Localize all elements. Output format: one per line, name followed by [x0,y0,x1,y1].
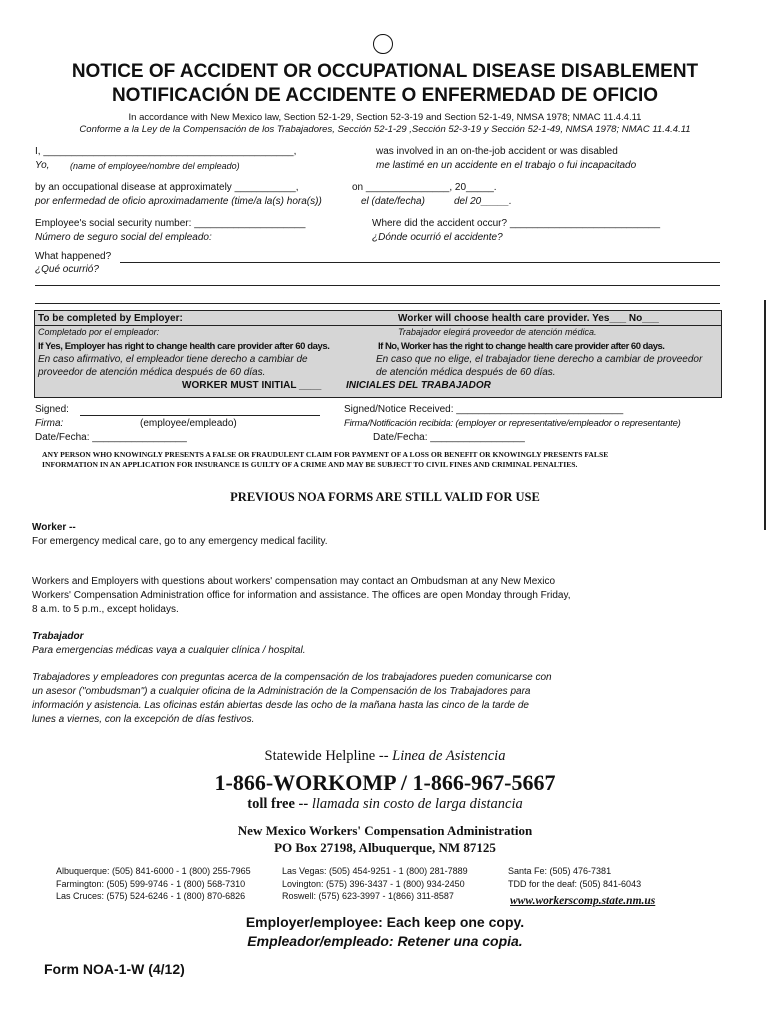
worker-must-initial[interactable]: WORKER MUST INITIAL ____ [182,380,322,391]
disease-es: por enfermedad de oficio aproximadamente (time/a la(s) hora(s)) [35,196,322,207]
employee-date-field[interactable]: Date/Fecha: _________________ [35,432,187,443]
en-caso-no-2: de atención médica después de 60 días. [376,367,556,378]
employer-box-divider [35,325,721,326]
copy-note-es: Empleador/empleado: Retener una copia. [247,933,523,949]
employer-date-field[interactable]: Date/Fecha: _________________ [373,432,525,443]
time-field[interactable]: by an occupational disease at approximately ___________, [35,182,299,193]
scroll-edge-line [764,300,766,530]
worker-choose-provider[interactable]: Worker will choose health care provider. Yes___ No___ [398,313,659,324]
signed-notice-field[interactable]: Signed/Notice Received: ______________________________ [344,404,624,415]
title-line2: NOTIFICACIÓN DE ACCIDENTE O ENFERMEDAD DE OFICIO [111,85,659,106]
helpline-number: 1-866-WORKOMP / 1-866-967-5667 [214,770,556,795]
office-tdd: TDD for the deaf: (505) 841-6043 [508,879,642,889]
en-caso-afirm-1: En caso afirmativo, el empleador tiene derecho a cambiar de [38,354,308,365]
helpline-label-es: Linea de Asistencia [392,748,506,764]
to-be-completed-label: To be completed by Employer: [38,313,183,324]
toll-free-es: llamada sin costo de larga distancia [311,796,523,812]
law-citation-es: Conforme a la Ley de la Compensación de los Trabajadores, Sección 52-1-29 ,Sección 52-3-19 y Sección 52-1-49, NMSA 1978; NMAC 11.4.4.11 [79,124,691,135]
ombudsman-es-2: un asesor ("ombudsman") a cualquier oficina de la Administración de la Compensación de los Trabajadores para [32,686,531,697]
employee-name-field[interactable]: I, _____________________________________________, [35,146,297,157]
office-farmington: Farmington: (505) 599-9746 - 1 (800) 568-7310 [56,879,246,889]
office-santa-fe: Santa Fe: (505) 476-7381 [508,866,612,876]
trabajador-title: Trabajador [32,631,84,642]
office-albuquerque: Albuquerque: (505) 841-6000 - 1 (800) 255-7965 [56,866,251,876]
ombudsman-es-3: información y asistencia. Las oficinas están abiertas desde las ocho de la mañana hasta las cinco de la tarde de [32,700,529,711]
worker-title: Worker -- [32,522,76,533]
trabajador-elegira-label: Trabajador elegirá proveedor de atención médica. [398,327,597,337]
completado-label: Completado por el empleador: [38,327,160,337]
helpline-label: Statewide Helpline -- [264,748,389,764]
office-lovington: Lovington: (575) 396-3437 - 1 (800) 934-2450 [282,879,465,889]
title-line1: NOTICE OF ACCIDENT OR OCCUPATIONAL DISEASE DISABLEMENT [71,61,699,82]
ombudsman-es-1: Trabajadores y empleadores con preguntas acerca de la compensación de los trabajadores pueden comunicarse con [32,672,552,683]
form-circle-mark [373,34,393,54]
employee-signature-line[interactable] [80,415,320,416]
iniciales-label: INICIALES DEL TRABAJADOR [346,380,491,391]
employee-name-note: (name of employee/nombre del empleado) [70,161,240,171]
en-caso-afirm-2: proveedor de atención médica después de 60 días. [38,367,266,378]
what-happened-label: What happened? [35,251,112,262]
signed-label: Signed: [35,404,69,415]
en-caso-no-1: En caso que no elige, el trabajador tiene derecho a cambiar de proveedor [376,354,703,365]
office-las-cruces: Las Cruces: (575) 524-6246 - 1 (800) 870-6826 [56,891,246,901]
involved-en: was involved in an on-the-job accident or was disabled [376,146,618,157]
office-las-vegas: Las Vegas: (505) 454-9251 - 1 (800) 281-7889 [282,866,468,876]
what-happened-line-1[interactable] [120,262,720,263]
office-roswell: Roswell: (575) 623-3997 - 1(866) 311-8587 [282,891,454,901]
ombudsman-text-3: 8 a.m. to 5 p.m., except holidays. [32,604,179,615]
firma-notice-label: Firma/Notificación recibida: (employer or representative/empleador o representante) [344,418,681,429]
agency-name: New Mexico Workers' Compensation Administration [237,823,533,838]
fraud-warning-1: ANY PERSON WHO KNOWINGLY PRESENTS A FALSE OR FRAUDULENT CLAIM FOR PAYMENT OF A LOSS OR BENEFIT OR KNOWINGLY PRESENTS FALSE [42,450,609,459]
involved-es: me lastimé en un accidente en el trabajo o fui incapacitado [376,160,637,171]
ssn-field[interactable]: Employee's social security number: ____________________ [35,218,306,229]
trabajador-text: Para emergencias médicas vaya a cualquier clínica / hospital. [32,645,306,656]
helpline-line [0,748,770,765]
what-happened-line-3[interactable] [35,303,720,304]
yo-label: Yo, [35,160,50,171]
agency-address: PO Box 27198, Albuquerque, NM 87125 [274,840,496,855]
what-happened-line-2[interactable] [35,285,720,286]
ombudsman-es-4: lunes a viernes, con la excepción de días festivos. [32,714,255,725]
ombudsman-text-1: Workers and Employers with questions about workers' compensation may contact an Ombudsman at any New Mexico [32,576,556,587]
employee-note: (employee/empleado) [140,418,237,429]
copy-note-en: Employer/employee: Each keep one copy. [245,914,525,930]
form-id: Form NOA-1-W (4/12) [44,961,185,977]
ombudsman-text-2: Workers' Compensation Administration office for information and assistance. The offices are open Monday through Friday, [32,590,571,601]
law-citation-en: In accordance with New Mexico law, Section 52-1-29, Section 52-3-19 and Section 52-1-49, NMSA 1978; NMAC 11.4.4.11 [128,112,642,123]
website-link[interactable]: www.workerscomp.state.nm.us [510,895,656,907]
fraud-warning-2: INFORMATION IN AN APPLICATION FOR INSURANCE IS GUILTY OF A CRIME AND MAY BE SUBJECT TO CIVIL FINES AND CRIMINAL PENALTIES. [42,460,578,469]
ssn-es: Número de seguro social del empleado: [35,232,212,243]
date-field[interactable]: on _______________, 20_____. [352,182,497,193]
worker-text: For emergency medical care, go to any emergency medical facility. [32,536,328,547]
previous-noa-notice: PREVIOUS NOA FORMS ARE STILL VALID FOR USE [230,490,540,504]
if-no-text: If No, Worker has the right to change health care provider after 60 days. [378,341,665,352]
toll-free-line [0,796,770,813]
del-20-label: del 20_____. [454,196,512,207]
where-es: ¿Dónde ocurrió el accidente? [372,232,503,243]
firma-label: Firma: [35,418,64,429]
el-date-label: el (date/fecha) [361,196,425,207]
toll-free-label: toll free -- [247,796,309,812]
where-field[interactable]: Where did the accident occur? ___________________________ [372,218,661,229]
what-es: ¿Qué ocurrió? [35,264,99,275]
if-yes-text: If Yes, Employer has right to change health care provider after 60 days. [38,341,330,352]
